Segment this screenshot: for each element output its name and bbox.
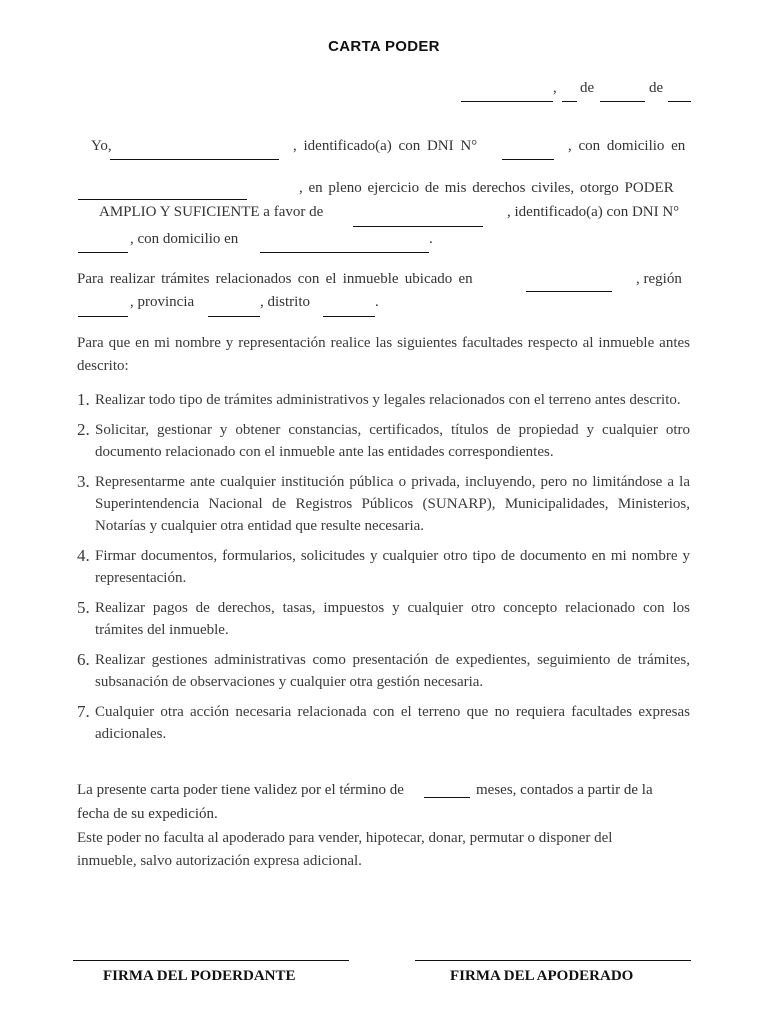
poder-line-2a: AMPLIO Y SUFICIENTE a favor de <box>99 204 324 220</box>
poderdante-signature-line[interactable] <box>73 960 349 961</box>
poderdante-signature-label: FIRMA DEL PODERDANTE <box>103 968 296 984</box>
date-year-blank[interactable] <box>668 101 691 102</box>
inmueble-ubicacion-blank[interactable] <box>526 291 612 292</box>
inmueble-label: Para realizar trámites relacionados con el inmueble ubicado en <box>77 271 473 287</box>
list-number: 4. <box>77 546 90 565</box>
apoderado-domicilio-blank[interactable] <box>260 252 429 253</box>
apoderado-dni-blank[interactable] <box>78 252 128 253</box>
list-item <box>77 545 690 589</box>
apoderado-name-blank[interactable] <box>353 226 483 227</box>
list-item <box>77 471 690 537</box>
facultades-intro: Para que en mi nombre y representación realice las siguientes facultades respecto al inmueble antes descrito: <box>77 335 690 374</box>
list-number: 7. <box>77 702 90 721</box>
list-text: Cualquier otra acción necesaria relacionada con el terreno que no requiera facultades expresas adicionales. <box>95 704 690 742</box>
list-text: Solicitar, gestionar y obtener constancias, certificados, títulos de propiedad y cualquier otro documento relacionado con el inmueble ante las entidades correspondientes. <box>95 422 690 460</box>
vigencia-meses-blank[interactable] <box>424 797 470 798</box>
apoderado-dni-label: , identificado(a) con DNI N° <box>507 204 680 220</box>
otorgante-dni-blank[interactable] <box>502 159 554 160</box>
poder-line-3-period: . <box>429 231 433 247</box>
apoderado-domicilio-label: , con domicilio en <box>130 231 239 247</box>
date-de-2: de <box>649 80 664 96</box>
list-item <box>77 649 690 693</box>
list-number: 1. <box>77 390 90 409</box>
list-text: Realizar todo tipo de trámites administrativos y legales relacionados con el terreno antes descrito. <box>95 392 681 408</box>
facultades-list <box>77 389 690 753</box>
otorgante-domicilio-blank[interactable] <box>78 199 247 200</box>
list-text: Firmar documentos, formularios, solicitudes y cualquier otro tipo de documento en mi nombre y representación. <box>95 548 690 586</box>
list-text: Realizar pagos de derechos, tasas, impuestos y cualquier otro concepto relacionado con los trámites del inmueble. <box>95 600 690 638</box>
vigencia-label: La presente carta poder tiene validez por el término de <box>77 782 404 798</box>
yo-label: Yo, <box>91 138 112 154</box>
date-comma: , <box>553 80 557 96</box>
list-item <box>77 389 690 411</box>
otorgante-domicilio-label: , con domicilio en <box>568 138 686 154</box>
date-city-blank[interactable] <box>461 101 553 102</box>
restriccion-paragraph: Este poder no faculta al apoderado para vender, hipotecar, donar, permutar o disponer del inmueble, salvo autorización expresa adicional. <box>77 830 613 869</box>
document-title: CARTA PODER <box>328 38 440 55</box>
region-label: , región <box>636 271 682 287</box>
distrito-label: , distrito <box>260 294 311 310</box>
list-text: Representarme ante cualquier institución pública o privada, incluyendo, pero no limitándose a la Superintendencia Nacional de Registros Públicos (SUNARP), Municipalidades, Ministerios, Notarías y cualquier otra entidad que resulte necesaria. <box>95 474 690 534</box>
list-item <box>77 419 690 463</box>
vigencia-meses-label: meses, contados a partir de la <box>476 782 653 798</box>
list-item <box>77 701 690 745</box>
date-month-blank[interactable] <box>600 101 645 102</box>
list-number: 6. <box>77 650 90 669</box>
poder-line-1: , en pleno ejercicio de mis derechos civiles, otorgo PODER <box>299 180 674 196</box>
list-number: 5. <box>77 598 90 617</box>
provincia-label: , provincia <box>130 294 195 310</box>
list-number: 2. <box>77 420 90 439</box>
provincia-blank[interactable] <box>208 316 260 317</box>
apoderado-signature-label: FIRMA DEL APODERADO <box>450 968 634 984</box>
region-blank[interactable] <box>78 316 128 317</box>
list-text: Realizar gestiones administrativas como presentación de expedientes, seguimiento de trámites, subsanación de observaciones y cualquier otra gestión necesaria. <box>95 652 690 690</box>
date-de-1: de <box>580 80 595 96</box>
apoderado-signature-line[interactable] <box>415 960 691 961</box>
list-number: 3. <box>77 472 90 491</box>
vigencia-line-2: fecha de su expedición. <box>77 806 218 822</box>
otorgante-name-blank[interactable] <box>110 159 279 160</box>
distrito-blank[interactable] <box>323 316 375 317</box>
list-item <box>77 597 690 641</box>
distrito-period: . <box>375 294 379 310</box>
date-day-blank[interactable] <box>562 101 577 102</box>
otorgante-dni-label: , identificado(a) con DNI N° <box>293 138 478 154</box>
